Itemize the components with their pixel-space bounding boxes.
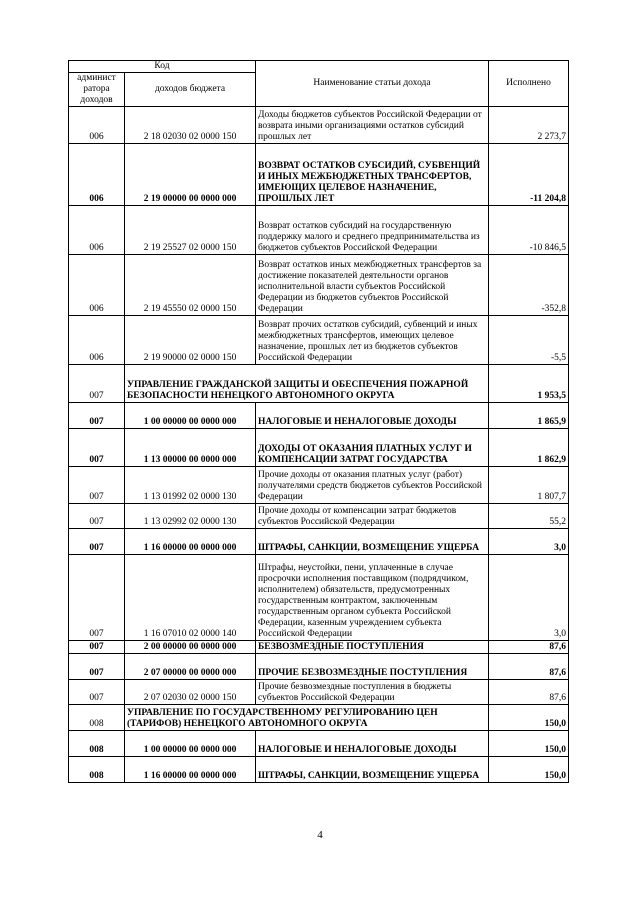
admin-code-cell: 006 (69, 144, 125, 206)
table-row (69, 555, 569, 641)
executed-value-cell: 1 865,9 (489, 403, 569, 429)
table-row (69, 680, 569, 705)
page-number: 4 (317, 829, 323, 841)
item-name-cell: Прочие доходы от оказания платных услуг (работ) получателями средств бюджетов субъектов Российской Федерации (256, 467, 489, 504)
revenue-table-wrapper (68, 60, 568, 783)
admin-code-cell: 008 (69, 757, 125, 783)
item-name-cell: ДОХОДЫ ОТ ОКАЗАНИЯ ПЛАТНЫХ УСЛУГ И КОМПЕНСАЦИИ ЗАТРАТ ГОСУДАРСТВА (256, 429, 489, 467)
admin-code-cell: 007 (69, 467, 125, 504)
admin-code-cell: 006 (69, 255, 125, 316)
income-code-cell: 2 07 02030 02 0000 150 (125, 680, 256, 705)
executed-value-cell: 87,6 (489, 680, 569, 705)
income-code-cell: 1 13 01992 02 0000 130 (125, 467, 256, 504)
table-row (69, 529, 569, 555)
item-name-cell: Доходы бюджетов субъектов Российской Федерации от возврата иными организациями остатков субсидий прошлых лет (256, 107, 489, 144)
table-row (69, 107, 569, 144)
executed-value-cell: 150,0 (489, 757, 569, 783)
item-name-cell: Прочие доходы от компенсации затрат бюджетов субъектов Российской Федерации (256, 504, 489, 529)
executed-value-cell: 150,0 (489, 731, 569, 757)
item-name-cell: УПРАВЛЕНИЕ ГРАЖДАНСКОЙ ЗАЩИТЫ И ОБЕСПЕЧЕНИЯ ПОЖАРНОЙ БЕЗОПАСНОСТИ НЕНЕЦКОГО АВТОНОМНОГО ОКРУГА (125, 365, 489, 403)
item-name-cell: Прочие безвозмездные поступления в бюджеты субъектов Российской Федерации (256, 680, 489, 705)
executed-value-cell: -10 846,5 (489, 206, 569, 255)
executed-value-cell: 150,0 (489, 705, 569, 731)
admin-code-cell: 007 (69, 403, 125, 429)
item-name-cell: ШТРАФЫ, САНКЦИИ, ВОЗМЕЩЕНИЕ УЩЕРБА (256, 757, 489, 783)
table-row (69, 731, 569, 757)
item-name-cell: УПРАВЛЕНИЕ ПО ГОСУДАРСТВЕННОМУ РЕГУЛИРОВАНИЮ ЦЕН (ТАРИФОВ) НЕНЕЦКОГО АВТОНОМНОГО ОКРУГА (125, 705, 489, 731)
table-row (69, 365, 569, 403)
table-row (69, 403, 569, 429)
admin-code-cell: 006 (69, 206, 125, 255)
executed-value-cell: 1 862,9 (489, 429, 569, 467)
revenue-table (68, 60, 569, 783)
admin-code-cell: 007 (69, 529, 125, 555)
executed-value-cell: 3,0 (489, 529, 569, 555)
executed-value-cell: -352,8 (489, 255, 569, 316)
income-code-cell: 2 00 00000 00 0000 000 (125, 641, 256, 654)
table-row (69, 705, 569, 731)
executed-value-cell: 55,2 (489, 504, 569, 529)
table-row (69, 255, 569, 316)
income-code-cell: 2 19 25527 02 0000 150 (125, 206, 256, 255)
admin-code-cell: 007 (69, 504, 125, 529)
table-row (69, 757, 569, 783)
table-row (69, 206, 569, 255)
table-row (69, 504, 569, 529)
admin-code-cell: 006 (69, 316, 125, 365)
executed-value-cell: 1 953,5 (489, 365, 569, 403)
admin-code-cell: 007 (69, 429, 125, 467)
table-row (69, 467, 569, 504)
item-name-cell: НАЛОГОВЫЕ И НЕНАЛОГОВЫЕ ДОХОДЫ (256, 731, 489, 757)
executed-value-cell: 3,0 (489, 555, 569, 641)
table-row (69, 641, 569, 654)
item-name-cell: Возврат прочих остатков субсидий, субвенций и иных межбюджетных трансфертов, имеющих целевое назначение, прошлых лет из бюджетов субъектов Российской Федерации (256, 316, 489, 365)
table-row (69, 144, 569, 206)
header-income: доходов бюджета (125, 73, 256, 107)
item-name-cell: НАЛОГОВЫЕ И НЕНАЛОГОВЫЕ ДОХОДЫ (256, 403, 489, 429)
revenue-table-body (69, 107, 569, 783)
table-row (69, 316, 569, 365)
admin-code-cell: 008 (69, 731, 125, 757)
admin-code-cell: 007 (69, 680, 125, 705)
executed-value-cell: 2 273,7 (489, 107, 569, 144)
income-code-cell: 1 16 00000 00 0000 000 (125, 757, 256, 783)
item-name-cell: БЕЗВОЗМЕЗДНЫЕ ПОСТУПЛЕНИЯ (256, 641, 489, 654)
admin-code-cell: 006 (69, 107, 125, 144)
income-code-cell: 1 16 00000 00 0000 000 (125, 529, 256, 555)
income-code-cell: 1 13 00000 00 0000 000 (125, 429, 256, 467)
income-code-cell: 2 19 90000 02 0000 150 (125, 316, 256, 365)
income-code-cell: 2 19 45550 02 0000 150 (125, 255, 256, 316)
income-code-cell: 2 18 02030 02 0000 150 (125, 107, 256, 144)
executed-value-cell: 87,6 (489, 641, 569, 654)
income-code-cell: 1 13 02992 02 0000 130 (125, 504, 256, 529)
income-code-cell: 1 00 00000 00 0000 000 (125, 403, 256, 429)
admin-code-cell: 007 (69, 654, 125, 680)
income-code-cell: 2 19 00000 00 0000 000 (125, 144, 256, 206)
income-code-cell: 1 16 07010 02 0000 140 (125, 555, 256, 641)
item-name-cell: ВОЗВРАТ ОСТАТКОВ СУБСИДИЙ, СУБВЕНЦИЙ И ИНЫХ МЕЖБЮДЖЕТНЫХ ТРАНСФЕРТОВ, ИМЕЮЩИХ ЦЕЛЕВОЕ НАЗНАЧЕНИЕ, ПРОШЛЫХ ЛЕТ (256, 144, 489, 206)
item-name-cell: Возврат остатков иных межбюджетных трансфертов за достижение показателей деятельности органов исполнительной власти субъектов Российской Федерации из бюджетов субъектов Российской Федерации (256, 255, 489, 316)
item-name-cell: Возврат остатков субсидий на государственную поддержку малого и среднего предпринимательства из бюджетов субъектов Российской Федерации (256, 206, 489, 255)
admin-code-cell: 007 (69, 641, 125, 654)
header-admin: админист ратора доходов (69, 73, 125, 107)
header-executed: Исполнено (489, 61, 569, 107)
income-code-cell: 1 00 00000 00 0000 000 (125, 731, 256, 757)
income-code-cell: 2 07 00000 00 0000 000 (125, 654, 256, 680)
item-name-cell: ШТРАФЫ, САНКЦИИ, ВОЗМЕЩЕНИЕ УЩЕРБА (256, 529, 489, 555)
header-name: Наименование статьи дохода (256, 61, 489, 107)
header-kod: Код (69, 61, 256, 73)
admin-code-cell: 008 (69, 705, 125, 731)
item-name-cell: ПРОЧИЕ БЕЗВОЗМЕЗДНЫЕ ПОСТУПЛЕНИЯ (256, 654, 489, 680)
admin-code-cell: 007 (69, 365, 125, 403)
executed-value-cell: 1 807,7 (489, 467, 569, 504)
table-row (69, 654, 569, 680)
executed-value-cell: -11 204,8 (489, 144, 569, 206)
admin-code-cell: 007 (69, 555, 125, 641)
item-name-cell: Штрафы, неустойки, пени, уплаченные в случае просрочки исполнения поставщиком (подрядчиком, исполнителем) обязательств, предусмотренных государственным контрактом, заключенным государственным органом субъекта Российской Федерации, казенным учреждением субъекта Российской Федерации (256, 555, 489, 641)
executed-value-cell: -5,5 (489, 316, 569, 365)
executed-value-cell: 87,6 (489, 654, 569, 680)
table-row (69, 429, 569, 467)
